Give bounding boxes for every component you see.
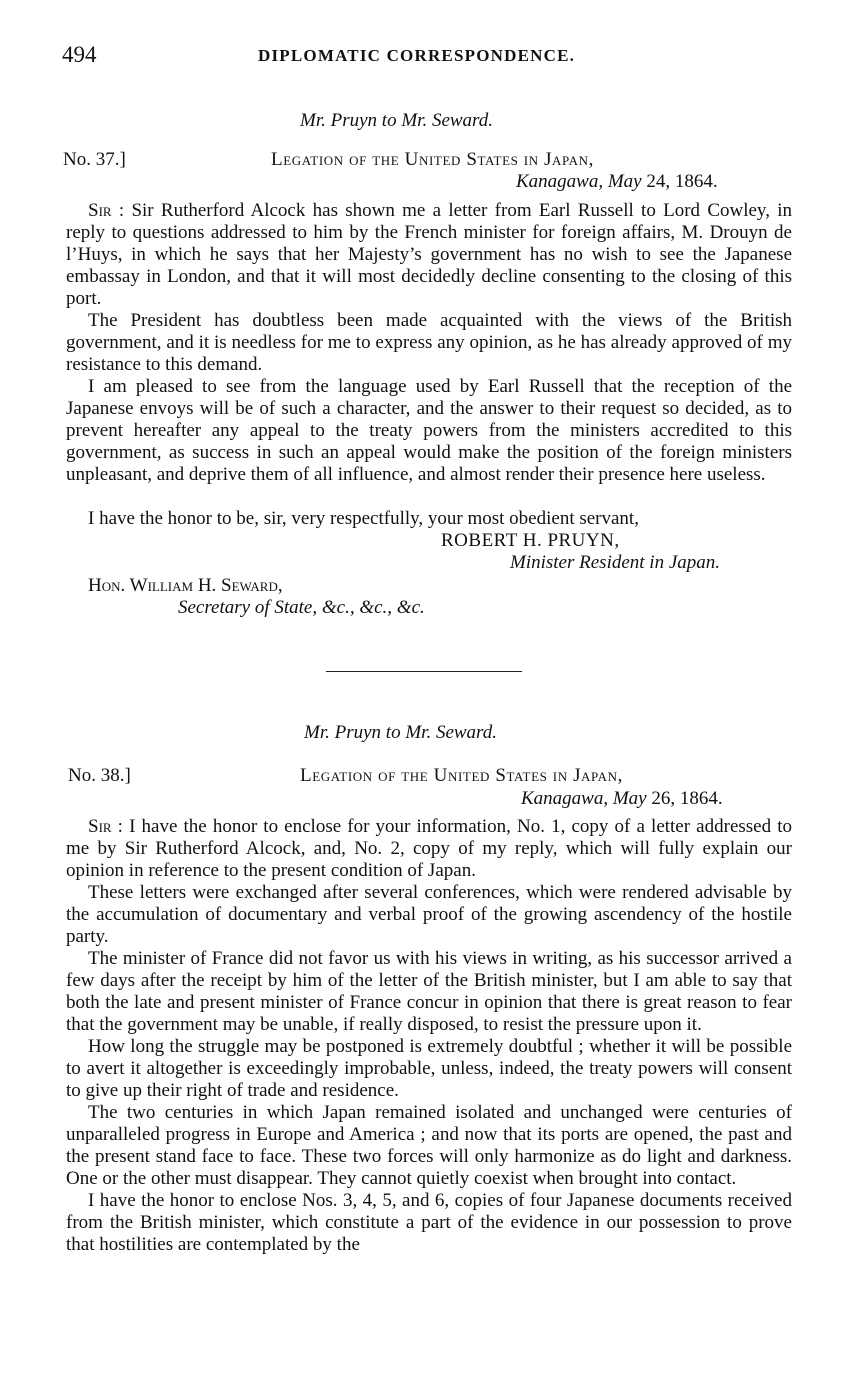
dateline-month: May bbox=[612, 788, 647, 809]
paragraph: The minister of France did not favor us with his views in writing, as his successor arrived a few days after the receipt by him of the letter of the British minister, but I am able to say that both the late and present minister of France concur in opinion that there is great reason to fear that the government may be unable, if really disposed, to resist the pressure upon it. bbox=[66, 948, 792, 1035]
paragraph: How long the struggle may be postponed is extremely doubtful ; whether it will be possible to avert it altogether is exceedingly improbable, unless, indeed, the treaty powers will consent to give up their right of trade and residence. bbox=[66, 1036, 792, 1101]
addressee-title: Secretary of State, &c., &c., &c. bbox=[178, 597, 425, 618]
closing-line: I have the honor to be, sir, very respectfully, your most obedient servant, bbox=[88, 508, 639, 529]
page-number: 494 bbox=[62, 42, 97, 67]
paragraph-text: Sir Rutherford Alcock has shown me a letter from Earl Russell to Lord Cowley, in reply to questions addressed to him by the French minister for foreign affairs, M. Drouyn de l’Huys, in which he says that her Majesty’s government has no wish to see the Japanese embassay in London, and that it will most decidedly decline consenting to the closing of this port. bbox=[66, 200, 793, 309]
addressee bbox=[88, 575, 283, 597]
paragraph bbox=[66, 200, 792, 310]
paragraph: The two centuries in which Japan remained isolated and unchanged were centuries of unparalleled progress in Europe and America ; and now that its ports are opened, the past and the present stand face to face. These two forces will only harmonize as do light and darkness. One or the other must disappear. They cannot quietly coexist when brought into contact. bbox=[66, 1102, 792, 1189]
paragraph bbox=[66, 816, 792, 882]
dateline-place: Kanagawa, bbox=[521, 788, 609, 809]
dateline-date: 24, 1864. bbox=[646, 171, 718, 192]
dateline bbox=[521, 788, 723, 810]
dateline-date: 26, 1864. bbox=[651, 788, 723, 809]
letter-title: Mr. Pruyn to Mr. Seward. bbox=[300, 110, 493, 131]
letter-body bbox=[66, 200, 792, 486]
dateline-place: Kanagawa, bbox=[516, 171, 604, 192]
legation-heading: Legation of the United States in Japan, bbox=[300, 765, 624, 786]
letter-body bbox=[66, 816, 792, 1256]
section-divider bbox=[326, 671, 522, 672]
paragraph-text: I have the honor to enclose for your information, No. 1, copy of a letter addressed to me by Sir Rutherford Alcock, and, No. 2, copy of my reply, which will fully explain our opinion in reference to the present condition of Japan. bbox=[66, 816, 792, 881]
signer-name: ROBERT H. PRUYN, bbox=[441, 530, 620, 551]
paragraph: I am pleased to see from the language used by Earl Russell that the reception of the Japanese envoys will be of such a character, and the answer to their request so decided, as to prevent hereafter any appeal to the treaty powers from the ministers accredited to this government, as success in such an appeal would make the position of the foreign ministers unpleasant, and deprive them of all influence, and almost render their presence here useless. bbox=[66, 376, 792, 485]
dateline-month: May bbox=[607, 171, 642, 192]
paragraph: These letters were exchanged after several conferences, which were rendered advisable by the accumulation of documentary and verbal proof of the growing ascendency of the hostile party. bbox=[66, 882, 792, 947]
salutation: Sir : bbox=[88, 200, 125, 221]
legation-heading: Legation of the United States in Japan, bbox=[271, 149, 595, 170]
letter-title: Mr. Pruyn to Mr. Seward. bbox=[304, 722, 497, 743]
document-number: No. 37.] bbox=[63, 149, 126, 170]
running-title: DIPLOMATIC CORRESPONDENCE. bbox=[258, 46, 576, 65]
document-number: No. 38.] bbox=[68, 765, 131, 786]
paragraph: I have the honor to enclose Nos. 3, 4, 5, and 6, copies of four Japanese documents received from the British minister, which constitute a part of the evidence in our possession to prove that hostilities are contemplated by the bbox=[66, 1190, 792, 1255]
salutation: Sir : bbox=[88, 816, 123, 837]
signer-title: Minister Resident in Japan. bbox=[510, 552, 721, 573]
addressee-name: Hon. William H. Seward, bbox=[88, 575, 283, 596]
dateline bbox=[516, 171, 718, 193]
paragraph: The President has doubtless been made acquainted with the views of the British government, and it is needless for me to express any opinion, as he has already approved of my resistance to this demand. bbox=[66, 310, 792, 375]
